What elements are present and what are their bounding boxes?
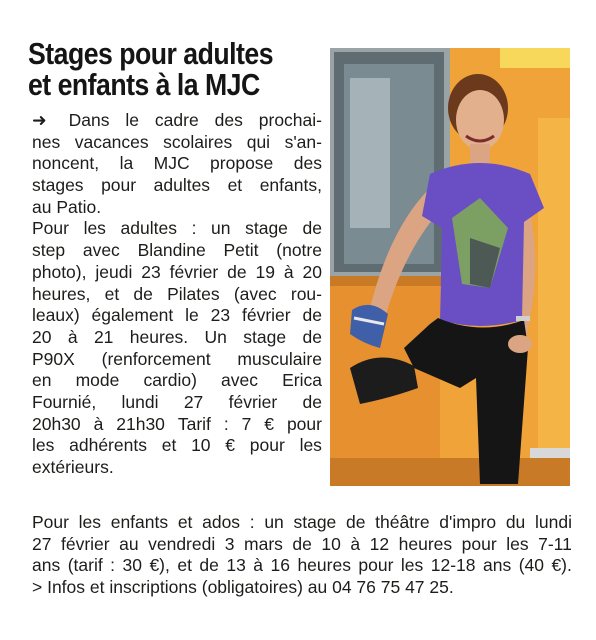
word: à	[350, 533, 361, 554]
word: les	[78, 512, 102, 532]
text-line	[32, 110, 322, 132]
word: :	[110, 555, 116, 576]
word: d'impro	[439, 512, 497, 532]
article-photo	[330, 48, 570, 486]
word: également	[91, 305, 174, 326]
word: 27	[32, 533, 52, 554]
article-bottom-text	[32, 512, 572, 599]
word: un	[211, 218, 231, 239]
word: mode	[75, 370, 120, 391]
word: stages	[32, 175, 84, 196]
word: 27	[183, 391, 204, 412]
word: lundi	[121, 391, 159, 412]
word: jeudi	[95, 261, 133, 282]
word: février	[228, 391, 278, 412]
word: avec	[221, 370, 258, 391]
headline-line: Stages pour adultes	[28, 36, 274, 71]
word: Erica	[282, 370, 322, 391]
word: au	[119, 533, 139, 554]
word: théâtre	[375, 512, 430, 532]
word: (renforcement	[101, 348, 211, 369]
word: pour	[461, 533, 497, 554]
word: heures,	[32, 283, 91, 304]
text-line	[32, 153, 322, 175]
word: et	[177, 555, 192, 576]
word: de	[227, 261, 247, 282]
word: les	[83, 218, 106, 239]
word: les	[299, 435, 322, 456]
word: à	[283, 261, 294, 282]
text-line	[32, 132, 322, 154]
word: 12-18	[430, 555, 476, 576]
word: 23	[141, 261, 161, 282]
article-column-text	[32, 110, 322, 479]
word: des	[293, 153, 322, 174]
word: le	[125, 110, 139, 130]
word: de	[302, 326, 322, 347]
word: pour	[249, 435, 285, 456]
word: pour	[358, 555, 394, 576]
word: au	[32, 196, 52, 217]
word: 10	[191, 435, 211, 456]
word: cardio)	[143, 370, 197, 391]
word: heures	[297, 555, 351, 576]
text-line	[32, 284, 322, 306]
word: Patio.	[56, 196, 102, 217]
word: 10	[321, 533, 341, 554]
text-line	[32, 370, 322, 392]
word: février	[242, 305, 291, 326]
word: et	[104, 283, 120, 304]
word: MJC	[153, 153, 190, 174]
word: de	[302, 391, 322, 412]
text-line	[32, 240, 322, 262]
word: 16	[270, 555, 290, 576]
word: (40	[518, 555, 544, 576]
word: adultes	[120, 218, 177, 239]
word: stage	[293, 512, 337, 532]
word: P90X	[32, 348, 75, 369]
word: les	[400, 555, 424, 576]
word: mars	[244, 533, 283, 554]
word: avec	[82, 240, 120, 261]
word: photo),	[32, 261, 87, 282]
word: 21h30	[116, 413, 165, 434]
word: les	[506, 533, 529, 554]
word: et	[161, 435, 177, 456]
word: 20	[32, 326, 52, 347]
word: février	[169, 261, 219, 282]
photo-illustration	[330, 48, 570, 486]
word: la	[119, 153, 134, 174]
word: Tarif	[177, 413, 211, 434]
text-line	[32, 414, 322, 436]
word: €	[225, 435, 236, 456]
word: adhérents	[69, 435, 147, 456]
word: Dans	[68, 110, 110, 130]
word: musculaire	[237, 348, 322, 369]
word: le	[185, 305, 199, 326]
word: (tarif	[67, 555, 103, 576]
headline-line: et enfants à la MJC	[28, 67, 260, 102]
word: ans	[483, 555, 512, 576]
word: 30	[122, 555, 142, 576]
word: stage	[245, 218, 288, 239]
word: pour	[101, 175, 137, 196]
word: lundi	[534, 512, 572, 532]
text-line	[32, 457, 322, 479]
word: à	[67, 326, 78, 347]
word: pour	[286, 413, 322, 434]
text-line	[32, 577, 572, 599]
word: Un	[204, 326, 227, 347]
word: à	[93, 413, 104, 434]
word: vacances	[74, 131, 149, 152]
word: enfants,	[259, 175, 322, 196]
word: Pilates	[167, 283, 220, 304]
text-line	[32, 305, 322, 327]
word: Pour	[32, 512, 69, 532]
word: > Infos et inscriptions (obligatoires) au 04 76 75 47 25.	[32, 577, 454, 598]
word: nes	[32, 131, 61, 152]
text-line	[32, 218, 322, 240]
word: propose	[210, 153, 274, 174]
word: et	[227, 175, 243, 196]
word: 23	[210, 305, 231, 326]
word: €).	[551, 555, 572, 576]
text-line	[32, 392, 322, 414]
text-line	[32, 435, 322, 457]
text-line	[32, 349, 322, 371]
word: :	[249, 512, 255, 532]
word: 3	[224, 533, 235, 554]
word: Pour	[32, 218, 69, 239]
word: s'an-	[284, 131, 322, 152]
word: 20h30	[32, 413, 81, 434]
word: (notre	[276, 240, 322, 261]
word: Fournié,	[32, 391, 97, 412]
word: enfants	[110, 512, 169, 532]
word: 13	[226, 555, 246, 576]
text-line	[32, 534, 572, 556]
word: 7-11	[538, 533, 572, 554]
word: (avec	[233, 283, 277, 304]
word: :	[191, 218, 197, 239]
word: step	[32, 240, 66, 261]
text-line	[32, 197, 322, 219]
text-line	[32, 262, 322, 284]
text-line	[32, 555, 572, 577]
word: 7	[241, 413, 252, 434]
word: extérieurs.	[32, 457, 114, 477]
word: 12	[369, 533, 390, 554]
word: leaux)	[32, 305, 80, 326]
word: cadre	[154, 110, 199, 130]
word: de	[302, 218, 322, 239]
word: de	[345, 512, 366, 532]
word: 21	[93, 326, 114, 347]
text-line	[32, 512, 572, 534]
word: de	[302, 305, 322, 326]
word: €	[264, 413, 275, 434]
word: rou-	[290, 283, 322, 304]
word: heures	[398, 533, 453, 554]
word: heures.	[129, 326, 189, 347]
word: ans	[32, 555, 61, 576]
word: €),	[149, 555, 170, 576]
word: en	[32, 370, 52, 391]
word: les	[32, 435, 55, 456]
word: de	[133, 283, 153, 304]
word: vendredi	[148, 533, 216, 554]
word: qui	[246, 131, 271, 152]
word: adultes	[153, 175, 211, 196]
word: à	[253, 555, 264, 576]
word: du	[505, 512, 526, 532]
word: scolaires	[163, 131, 233, 152]
word: :	[223, 413, 229, 434]
word: février	[60, 533, 110, 554]
word: 19	[255, 261, 275, 282]
word: 20	[302, 261, 322, 282]
word: Blandine	[137, 240, 206, 261]
word: stage	[243, 326, 287, 347]
word: ados	[202, 512, 241, 532]
word: noncent,	[32, 153, 100, 174]
word: prochai-	[258, 110, 322, 130]
text-line	[32, 327, 322, 349]
word: un	[264, 512, 284, 532]
word: de	[292, 533, 312, 554]
word: de	[199, 555, 219, 576]
word: des	[214, 110, 243, 130]
article-headline	[28, 38, 286, 100]
word: et	[177, 512, 193, 532]
text-line	[32, 175, 322, 197]
arrow-icon: ➜	[32, 110, 47, 130]
word: Petit	[223, 240, 259, 261]
